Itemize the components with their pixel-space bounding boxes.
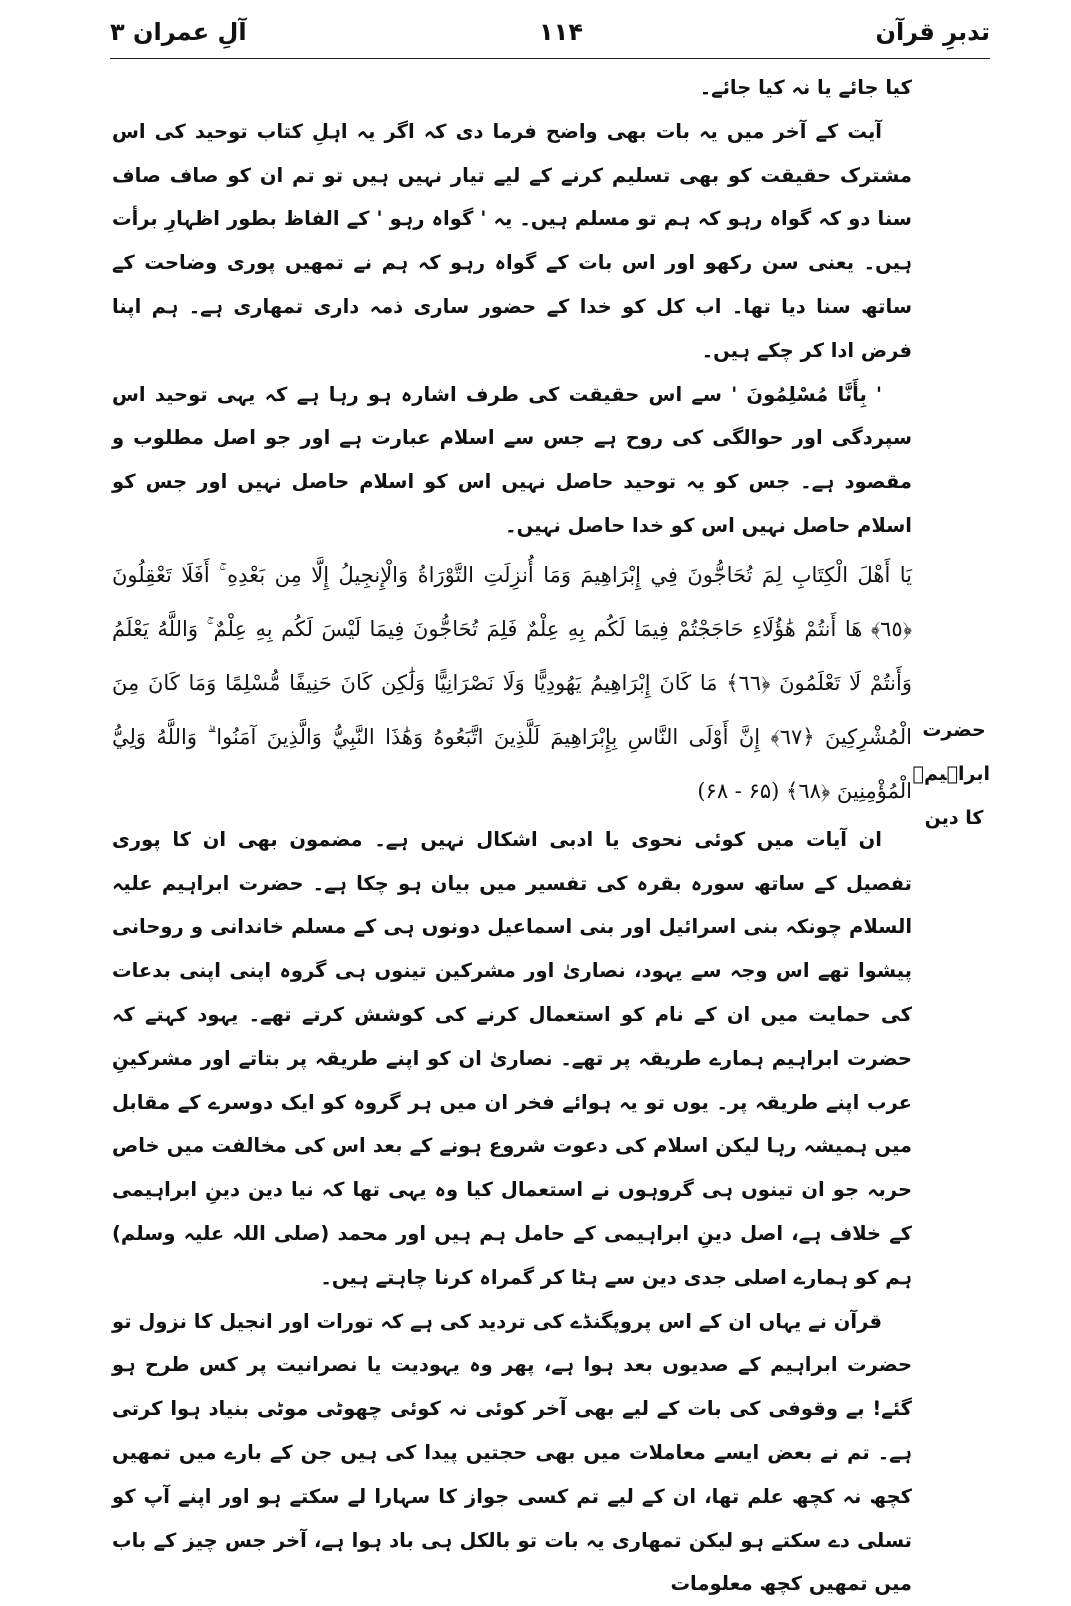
arabic-verse-text: يَا أَهْلَ الْكِتَابِ لِمَ تُحَاجُّونَ فِي إِبْرَاهِيمَ وَمَا أُنزِلَتِ التَّوْرَاةُ وَالْإِنجِيلُ إِلَّا مِن بَعْدِهِ ۚ أَفَلَا تَعْقِلُونَ ﴿٦٥﴾ هَا أَنتُمْ هَٰؤُلَاءِ حَاجَجْتُمْ فِيمَا لَكُم بِهِ عِلْمٌ فَلِمَ تُحَاجُّونَ فِيمَا لَيْسَ لَكُم بِهِ عِلْمٌ ۚ وَاللَّهُ يَعْلَمُ وَأَنتُمْ لَا تَعْلَمُونَ ﴿٦٦﴾ مَا كَانَ إِبْرَاهِيمُ يَهُودِيًّا وَلَا نَصْرَانِيًّا وَلَٰكِن كَانَ حَنِيفًا مُّسْلِمًا وَمَا كَانَ مِنَ الْمُشْرِكِينَ ﴿٦٧﴾ إِنَّ أَوْلَى النَّاسِ بِإِبْرَاهِيمَ لَلَّذِينَ اتَّبَعُوهُ وَهَٰذَا النَّبِيُّ وَالَّذِينَ آمَنُوا ۗ وَاللَّهُ وَلِيُّ الْمُؤْمِنِينَ ﴿٦٨﴾ xyxy=(112,562,913,803)
page-header xyxy=(110,10,990,54)
body-text xyxy=(112,66,912,1606)
paragraph: ' بِأَنَّا مُسْلِمُونَ ' سے اس حقیقت کی طرف اشارہ ہو رہا ہے کہ یہی توحید اس سپردگی اور حوالگی کی روح ہے جس سے اسلام عبارت ہے اور جو اصل مطلوب و مقصود ہے۔ جس کو یہ توحید حاصل نہیں اس کو اسلام حاصل نہیں اور جس کو اسلام حاصل نہیں اس کو خدا حاصل نہیں۔ xyxy=(112,382,912,537)
header-divider xyxy=(110,58,990,59)
paragraph: کیا جائے یا نہ کیا جائے۔ xyxy=(699,76,912,99)
margin-heading: حضرت ابراہیمؑ کا دین xyxy=(912,719,990,829)
verse-reference: (۶۵ - ۶۸) xyxy=(697,778,780,803)
quran-verses xyxy=(112,548,912,818)
book-title: تدبرِ قرآن xyxy=(875,18,990,46)
paragraph: قرآن نے یہاں ان کے اس پروپگنڈے کی تردید کی ہے کہ تورات اور انجیل کا نزول تو حضرت ابراہیم کے صدیوں بعد ہوا ہے، پھر وہ یہودیت یا نصرانیت پر کس طرح ہو گئے! بے وقوفی کی بات کے لیے بھی آخر کوئی نہ کوئی چھوٹی موٹی بنیاد ہوا کرتی ہے۔ تم نے بعض ایسے معاملات میں بھی حجتیں پیدا کی ہیں جن کے بارے میں تمھیں کچھ نہ کچھ علم تھا، ان کے لیے تم کسی جواز کا سہارا لے سکتے ہو اور اپنے آپ کو تسلی دے سکتے ہو لیکن تمھاری یہ بات تو بالکل ہی باد ہوا ہے، آخر جس چیز کے باب میں تمھیں کچھ معلومات xyxy=(112,1309,912,1596)
surah-name: آلِ عمران ۳ xyxy=(110,18,247,46)
paragraph: آیت کے آخر میں یہ بات بھی واضح فرما دی کہ اگر یہ اہلِ کتاب توحید کی اس مشترک حقیقت کو بھی تسلیم کرنے کے لیے تیار نہیں ہیں تو تم ان کو صاف صاف سنا دو کہ گواہ رہو کہ ہم تو مسلم ہیں۔ یہ ' گواہ رہو ' کے الفاظ بطور اظہارِ برأت ہیں۔ یعنی سن رکھو اور اس بات کے گواہ رہو کہ ہم نے تمھیں پوری وضاحت کے ساتھ سنا دیا تھا۔ اب کل کو خدا کے حضور ساری ذمہ داری تمھاری ہے۔ ہم اپنا فرض ادا کر چکے ہیں۔ xyxy=(112,119,912,362)
paragraph: ان آیات میں کوئی نحوی یا ادبی اشکال نہیں ہے۔ مضمون بھی ان کا پوری تفصیل کے ساتھ سورہ بقرہ کی تفسیر میں بیان ہو چکا ہے۔ حضرت ابراہیم علیہ السلام چونکہ بنی اسرائیل اور بنی اسماعیل دونوں ہی کے مسلم خاندانی و روحانی پیشوا تھے اس وجہ سے یہود، نصاریٰ اور مشرکین تینوں ہی گروہ اپنی اپنی بدعات کی حمایت میں ان کے نام کو استعمال کرنے کی کوشش کرتے تھے۔ یہود کہتے کہ حضرت ابراہیم ہمارے طریقہ پر تھے۔ نصاریٰ ان کو اپنے طریقہ پر بتاتے اور مشرکینِ عرب اپنے طریقہ پر۔ یوں تو یہ ہوائے فخر ان میں ہر گروہ کو ایک دوسرے کے مقابل میں ہمیشہ رہا لیکن اسلام کی دعوت شروع ہونے کے بعد اس کی مخالفت میں خاص حربہ جو ان تینوں ہی گروہوں نے استعمال کیا وہ یہی تھا کہ نیا دین دینِ ابراہیمی کے خلاف ہے، اصل دینِ ابراہیمی کے حامل ہم ہیں اور محمد (صلی اللہ علیہ وسلم) ہم کو ہمارے اصلی جدی دین سے ہٹا کر گمراہ کرنا چاہتے ہیں۔ xyxy=(112,827,912,1289)
page-number: ۱۱۴ xyxy=(539,18,583,46)
